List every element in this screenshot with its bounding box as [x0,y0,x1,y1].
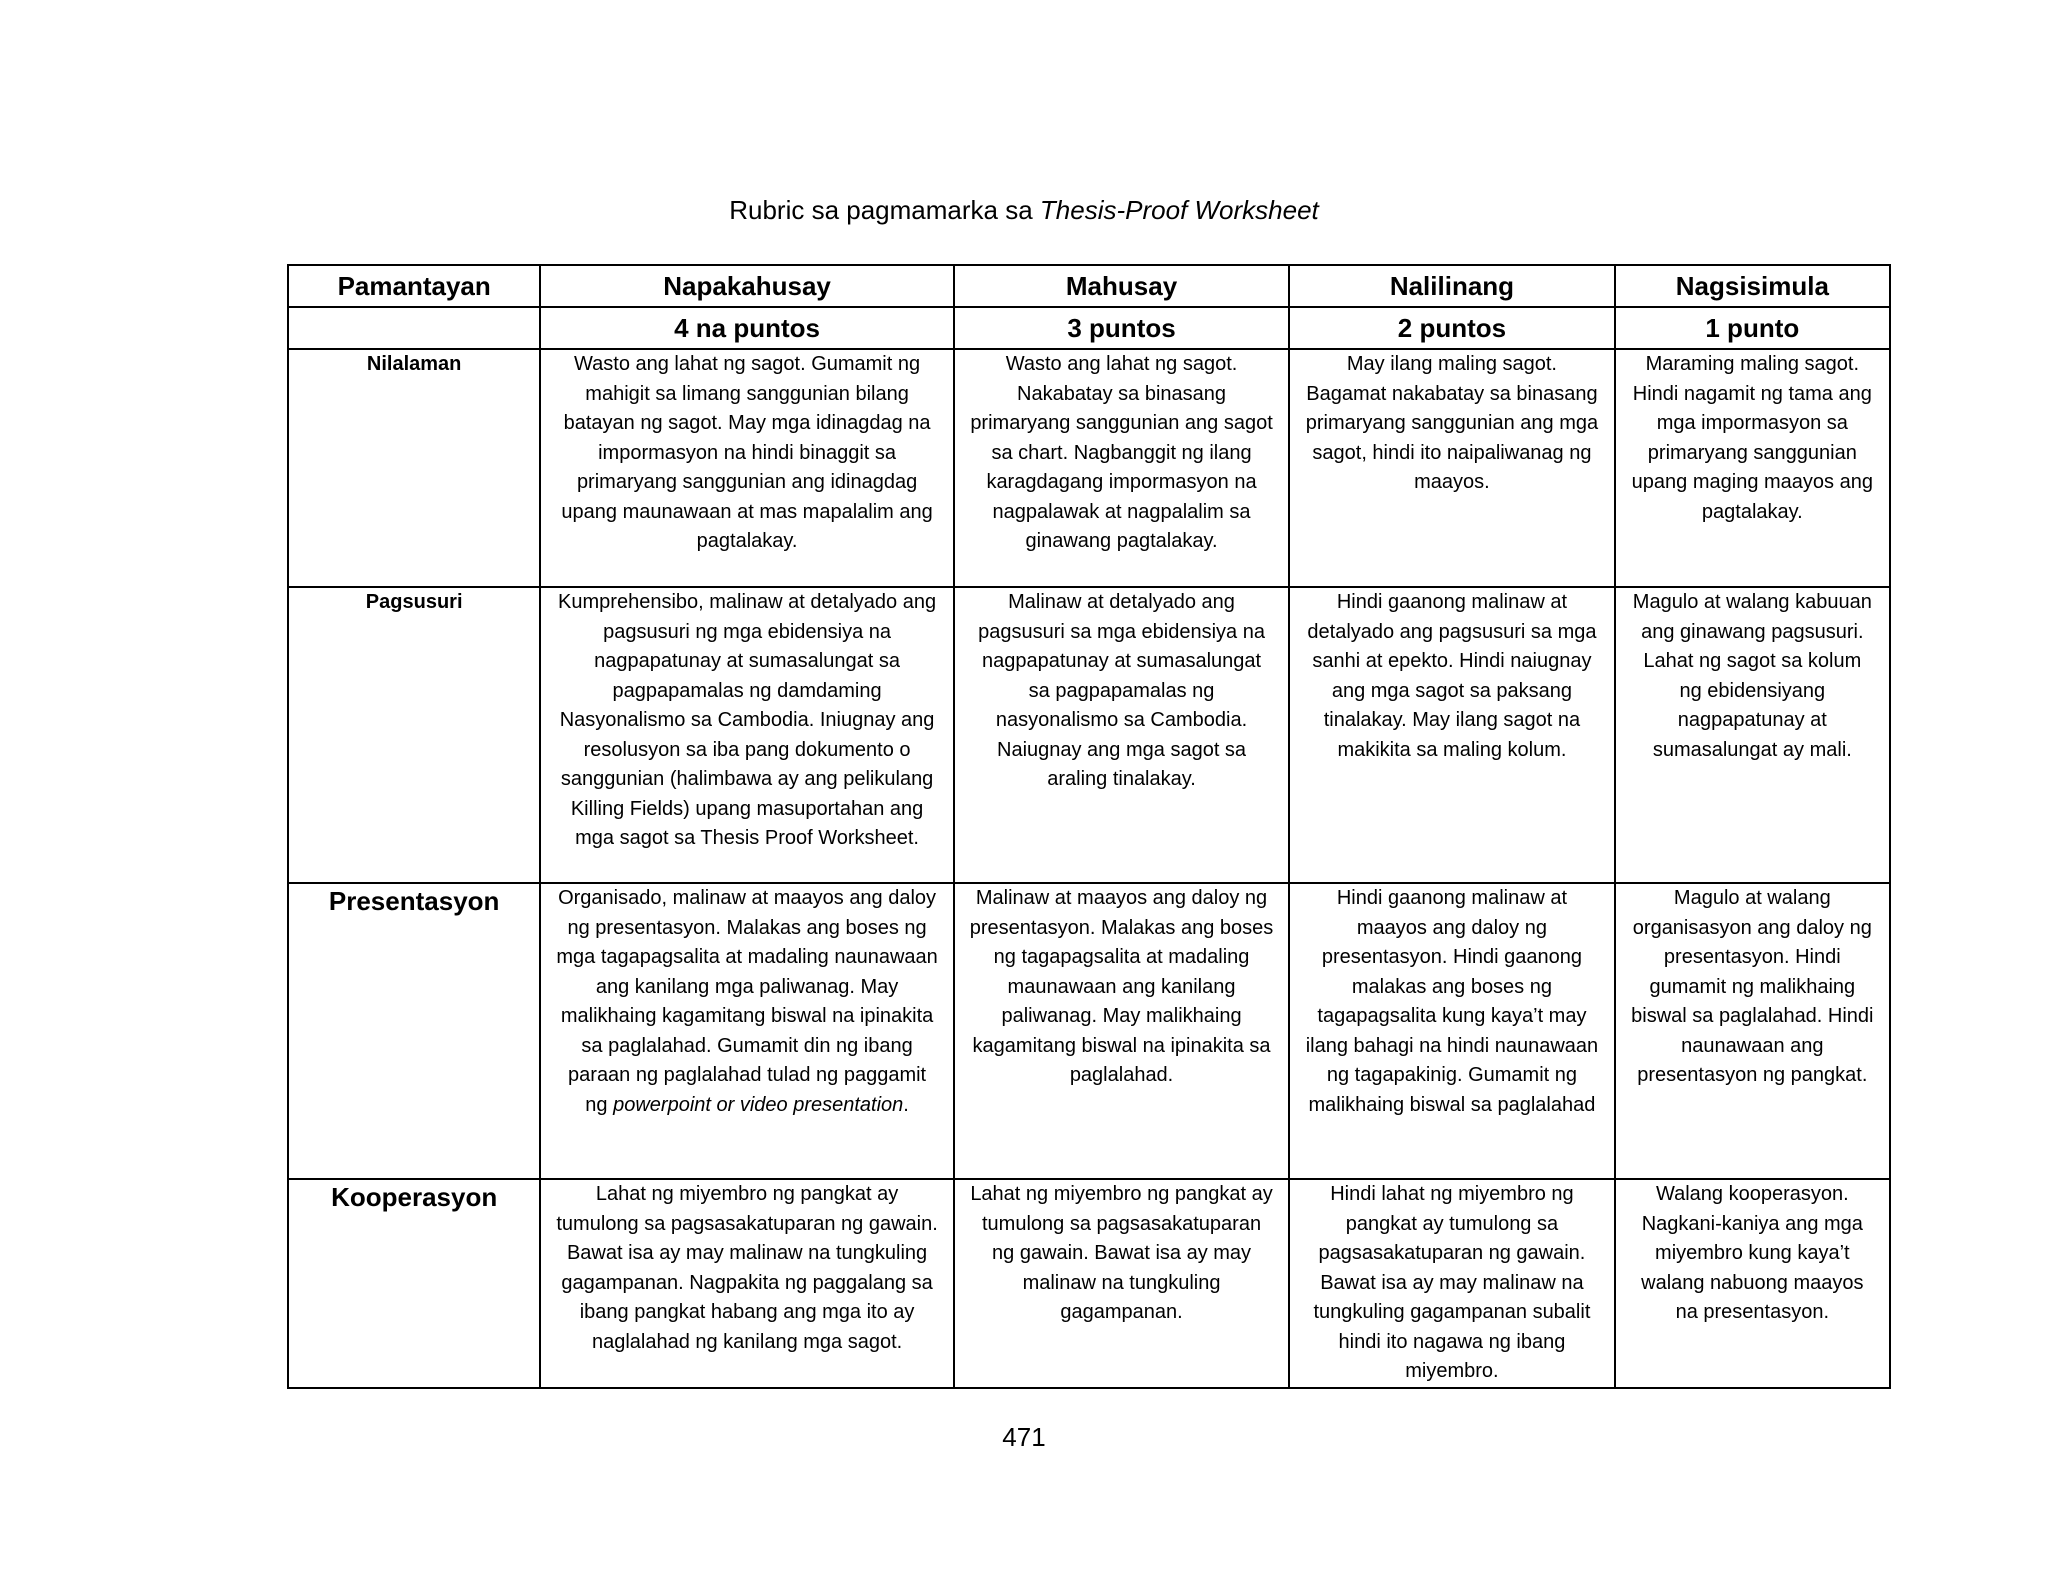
title-text: Rubric sa pagmamarka sa [729,195,1040,225]
points-4: 4 na puntos [540,307,954,349]
table-row-presentasyon [288,883,1890,1179]
header-nagsisimula: Nagsisimula [1615,265,1890,307]
criterion-kooperasyon: Kooperasyon [288,1179,540,1388]
table-row-kooperasyon [288,1179,1890,1388]
page-number: 471 [1002,1422,1046,1452]
points-1: 1 punto [1615,307,1890,349]
cell-pagsusuri-3: Malinaw at detalyado ang pagsusuri sa mga ebidensiya na nagpapatunay at sumasalungat sa pagpapamalas ng nasyonalismo sa Cambodia. Naiugnay ang mga sagot sa araling tinalakay. [954,587,1289,883]
cell-presentasyon-1: Magulo at walang organisasyon ang daloy ng presentasyon. Hindi gumamit ng malikhaing biswal sa paglalahad. Hindi naunawaan ang presentasyon ng pangkat. [1615,883,1890,1179]
points-3: 3 puntos [954,307,1289,349]
criterion-nilalaman: Nilalaman [288,349,540,587]
criterion-pagsusuri: Pagsusuri [288,587,540,883]
cell-pagsusuri-1: Magulo at walang kabuuan ang ginawang pagsusuri. Lahat ng sagot sa kolum ng ebidensiyang nagpapatunay at sumasalungat ay mali. [1615,587,1890,883]
cell-presentasyon-4 [540,883,954,1179]
rubric-table [287,264,1891,1389]
cell-presentasyon-3: Malinaw at maayos ang daloy ng presentasyon. Malakas ang boses ng tagapagsalita at madaling maunawaan ang kanilang paliwanag. May malikhaing kagamitang biswal na ipinakita sa paglalahad. [954,883,1289,1179]
header-napakahusay: Napakahusay [540,265,954,307]
table-row-pagsusuri [288,587,1890,883]
title-italic: Thesis-Proof Worksheet [1039,195,1319,225]
cell-kooperasyon-2: Hindi lahat ng miyembro ng pangkat ay tumulong sa pagsasakatuparan ng gawain. Bawat isa ay may malinaw na tungkuling gagampanan subalit hindi ito nagawa ng ibang miyembro. [1289,1179,1614,1388]
cell-nilalaman-2: May ilang maling sagot. Bagamat nakabatay sa binasang primaryang sanggunian ang mga sagot, hindi ito naipaliwanag ng maayos. [1289,349,1614,587]
cell-nilalaman-1: Maraming maling sagot. Hindi nagamit ng tama ang mga impormasyon sa primaryang sanggunian upang maging maayos ang pagtalakay. [1615,349,1890,587]
header-row [288,265,1890,307]
header-pamantayan: Pamantayan [288,265,540,307]
cell-presentasyon-2: Hindi gaanong malinaw at maayos ang daloy ng presentasyon. Hindi gaanong malakas ang boses ng tagapagsalita kung kaya’t may ilang bahagi na hindi naunawaan ng tagapakinig. Gumamit ng malikhaing biswal sa paglalahad [1289,883,1614,1179]
cell-presentasyon-4-text: Organisado, malinaw at maayos ang daloy ng presentasyon. Malakas ang boses ng mga tagapagsalita at madaling naunawaan ang kanilang mga paliwanag. May malikhaing kagamitang biswal na ipinakita sa paglalahad. Gumamit din ng ibang paraan ng paglalahad tulad ng paggamit ng [556,887,938,1116]
points-2: 2 puntos [1289,307,1614,349]
table-row-nilalaman [288,349,1890,587]
cell-pagsusuri-4: Kumprehensibo, malinaw at detalyado ang pagsusuri ng mga ebidensiya na nagpapatunay at sumasalungat sa pagpapamalas ng damdaming Nasyonalismo sa Cambodia. Iniugnay ang resolusyon sa iba pang dokumento o sanggunian (halimbawa ay ang pelikulang Killing Fields) upang masuportahan ang mga sagot sa Thesis Proof Worksheet. [540,587,954,883]
cell-presentasyon-4-end: . [903,1093,909,1116]
points-empty [288,307,540,349]
cell-kooperasyon-4: Lahat ng miyembro ng pangkat ay tumulong sa pagsasakatuparan ng gawain. Bawat isa ay may malinaw na tungkuling gagampanan. Nagpakita ng paggalang sa ibang pangkat habang ang mga ito ay naglalahad ng kanilang mga sagot. [540,1179,954,1388]
cell-kooperasyon-3: Lahat ng miyembro ng pangkat ay tumulong sa pagsasakatuparan ng gawain. Bawat isa ay may malinaw na tungkuling gagampanan. [954,1179,1289,1388]
header-nalilinang: Nalilinang [1289,265,1614,307]
points-row [288,307,1890,349]
cell-nilalaman-4: Wasto ang lahat ng sagot. Gumamit ng mahigit sa limang sanggunian bilang batayan ng sagot. May mga idinagdag na impormasyon na hindi binaggit sa primaryang sanggunian ang idinagdag upang maunawaan at mas mapalalim ang pagtalakay. [540,349,954,587]
criterion-presentasyon: Presentasyon [288,883,540,1179]
header-mahusay: Mahusay [954,265,1289,307]
page-title [0,192,2048,228]
cell-nilalaman-3: Wasto ang lahat ng sagot. Nakabatay sa binasang primaryang sanggunian ang sagot sa chart. Nagbanggit ng ilang karagdagang impormasyon na nagpalawak at nagpalalim sa ginawang pagtalakay. [954,349,1289,587]
cell-kooperasyon-1: Walang kooperasyon. Nagkani-kaniya ang mga miyembro kung kaya’t walang nabuong maayos na presentasyon. [1615,1179,1890,1388]
cell-presentasyon-4-italic: powerpoint or video presentation [613,1093,904,1116]
cell-pagsusuri-2: Hindi gaanong malinaw at detalyado ang pagsusuri sa mga sanhi at epekto. Hindi naiugnay ang mga sagot sa paksang tinalakay. May ilang sagot na makikita sa maling kolum. [1289,587,1614,883]
